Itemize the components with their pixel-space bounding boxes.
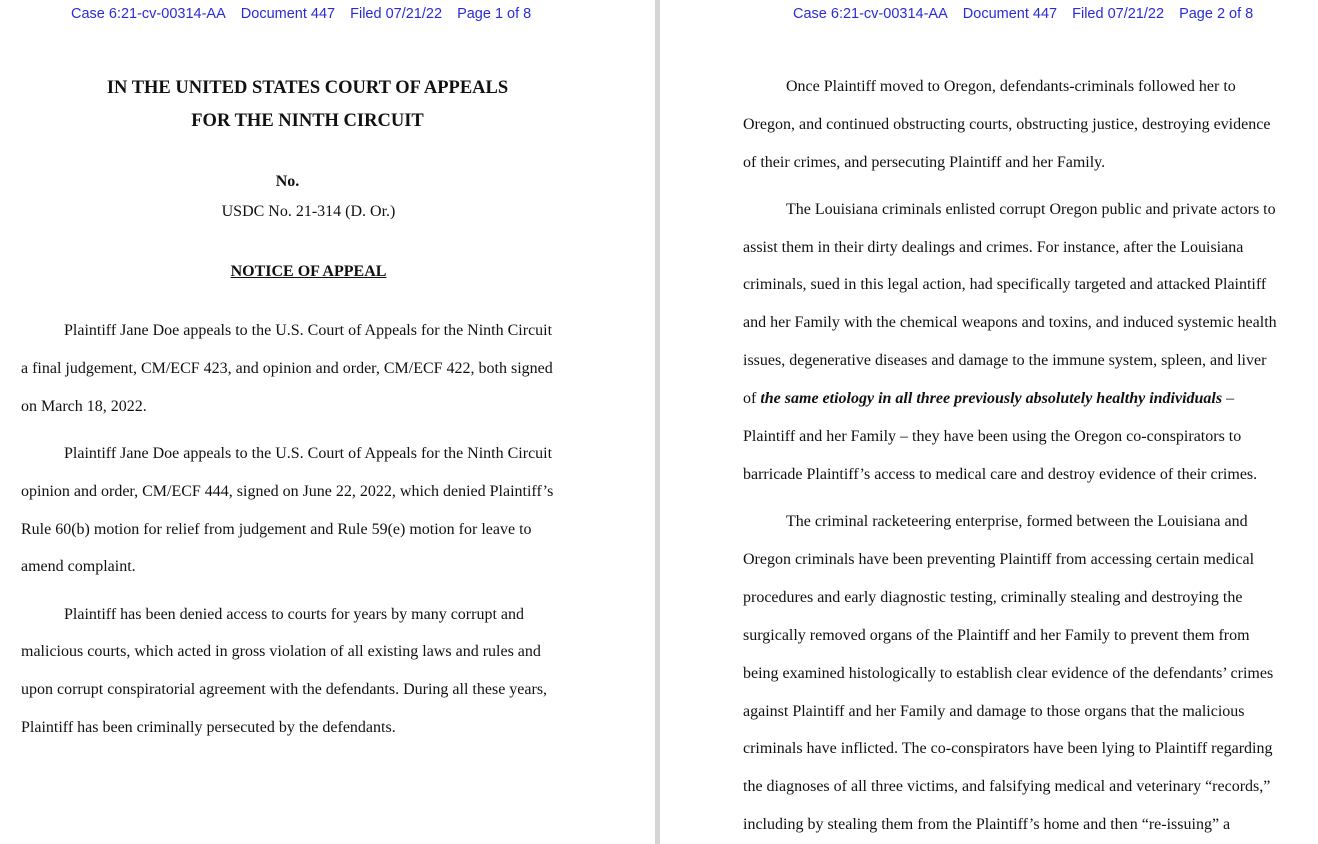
text-line: malicious courts, which acted in gross violation of all existing laws and rules and — [21, 643, 541, 660]
text-line: barricade Plaintiff’s access to medical care and destroy evidence of their crimes. — [743, 466, 1258, 483]
case-number: Case 6:21-cv-00314-AA — [71, 6, 226, 22]
document-number: Document 447 — [962, 6, 1058, 22]
text-line: The Louisiana criminals enlisted corrupt Oregon public and private actors to — [786, 201, 1276, 218]
text-line: a final judgement, CM/ECF 423, and opinion and order, CM/ECF 422, both signed — [21, 360, 553, 377]
text-line: the diagnoses of all three victims, and falsifying medical and veterinary “records,” — [743, 778, 1271, 795]
text-line: assist them in their dirty dealings and crimes. For instance, after the Louisiana — [743, 239, 1244, 256]
text-line: Plaintiff has been criminally persecuted by the defendants. — [21, 719, 396, 736]
court-title-line-2: FOR THE NINTH CIRCUIT — [191, 111, 424, 131]
text-line: The criminal racketeering enterprise, formed between the Louisiana and — [786, 513, 1248, 530]
text-line: Plaintiff Jane Doe appeals to the U.S. Court of Appeals for the Ninth Circuit — [64, 322, 553, 339]
text-line: being examined histologically to establish clear evidence of the defendants’ crimes — [743, 665, 1274, 682]
text-line: Plaintiff and her Family – they have been using the Oregon co-conspirators to — [743, 428, 1242, 445]
text-line: procedures and early diagnostic testing, criminally stealing and destroying the — [743, 589, 1243, 606]
text-line: surgically removed organs of the Plaintiff and her Family to prevent them from — [743, 627, 1250, 644]
text-line: Oregon criminals have been preventing Plaintiff from accessing certain medical — [743, 551, 1255, 568]
text-line: including by stealing them from the Plaintiff’s home and then “re-issuing” a — [743, 816, 1231, 833]
text-line: upon corrupt conspiratorial agreement with the defendants. During all these years, — [21, 681, 548, 698]
ecf-header-stamp — [660, 6, 1318, 22]
district-court-number: USDC No. 21-314 (D. Or.) — [221, 203, 396, 220]
text-line: and her Family with the chemical weapons and toxins, and induced systemic health — [743, 314, 1277, 331]
text-line: criminals, sued in this legal action, had specifically targeted and attacked Plaintiff — [743, 276, 1267, 293]
text-line: Oregon, and continued obstructing courts, obstructing justice, destroying evidence — [743, 116, 1271, 133]
document-page-1 — [0, 0, 655, 844]
emphasized-text: the same etiology in all three previously absolutely healthy individuals — [760, 390, 1223, 407]
ecf-header-stamp — [0, 6, 655, 22]
notice-of-appeal-heading: NOTICE OF APPEAL — [230, 263, 387, 280]
text-line: Once Plaintiff moved to Oregon, defendants-criminals followed her to — [786, 78, 1236, 95]
text-line: opinion and order, CM/ECF 444, signed on June 22, 2022, which denied Plaintiff’s — [21, 483, 554, 500]
filed-date: Filed 07/21/22 — [1072, 6, 1165, 22]
text-line: Rule 60(b) motion for relief from judgement and Rule 59(e) motion for leave to — [21, 521, 532, 538]
text-line: amend complaint. — [21, 558, 136, 575]
page-indicator: Page 2 of 8 — [1179, 6, 1254, 22]
document-number: Document 447 — [240, 6, 336, 22]
page-indicator: Page 1 of 8 — [457, 6, 532, 22]
text-line: Plaintiff has been denied access to courts for years by many corrupt and — [64, 606, 524, 623]
text-run: – — [1222, 390, 1235, 407]
text-line: on March 18, 2022. — [21, 398, 147, 415]
filed-date: Filed 07/21/22 — [350, 6, 443, 22]
text-line: of their crimes, and persecuting Plaintiff and her Family. — [743, 154, 1106, 171]
court-title-line-1: IN THE UNITED STATES COURT OF APPEALS — [106, 78, 509, 98]
text-line: criminals have inflicted. The co-conspirators have been lying to Plaintiff regarding — [743, 740, 1273, 757]
document-page-2 — [660, 0, 1318, 844]
text-run: of — [743, 390, 761, 407]
text-line-emphasis — [743, 390, 1234, 408]
text-line: Plaintiff Jane Doe appeals to the U.S. Court of Appeals for the Ninth Circuit — [64, 445, 553, 462]
text-line: against Plaintiff and her Family and damage to those organs that the malicious — [743, 703, 1245, 720]
appeal-number-label: No. — [275, 173, 300, 190]
case-number: Case 6:21-cv-00314-AA — [793, 6, 948, 22]
text-line: issues, degenerative diseases and damage to the immune system, spleen, and liver — [743, 352, 1267, 369]
